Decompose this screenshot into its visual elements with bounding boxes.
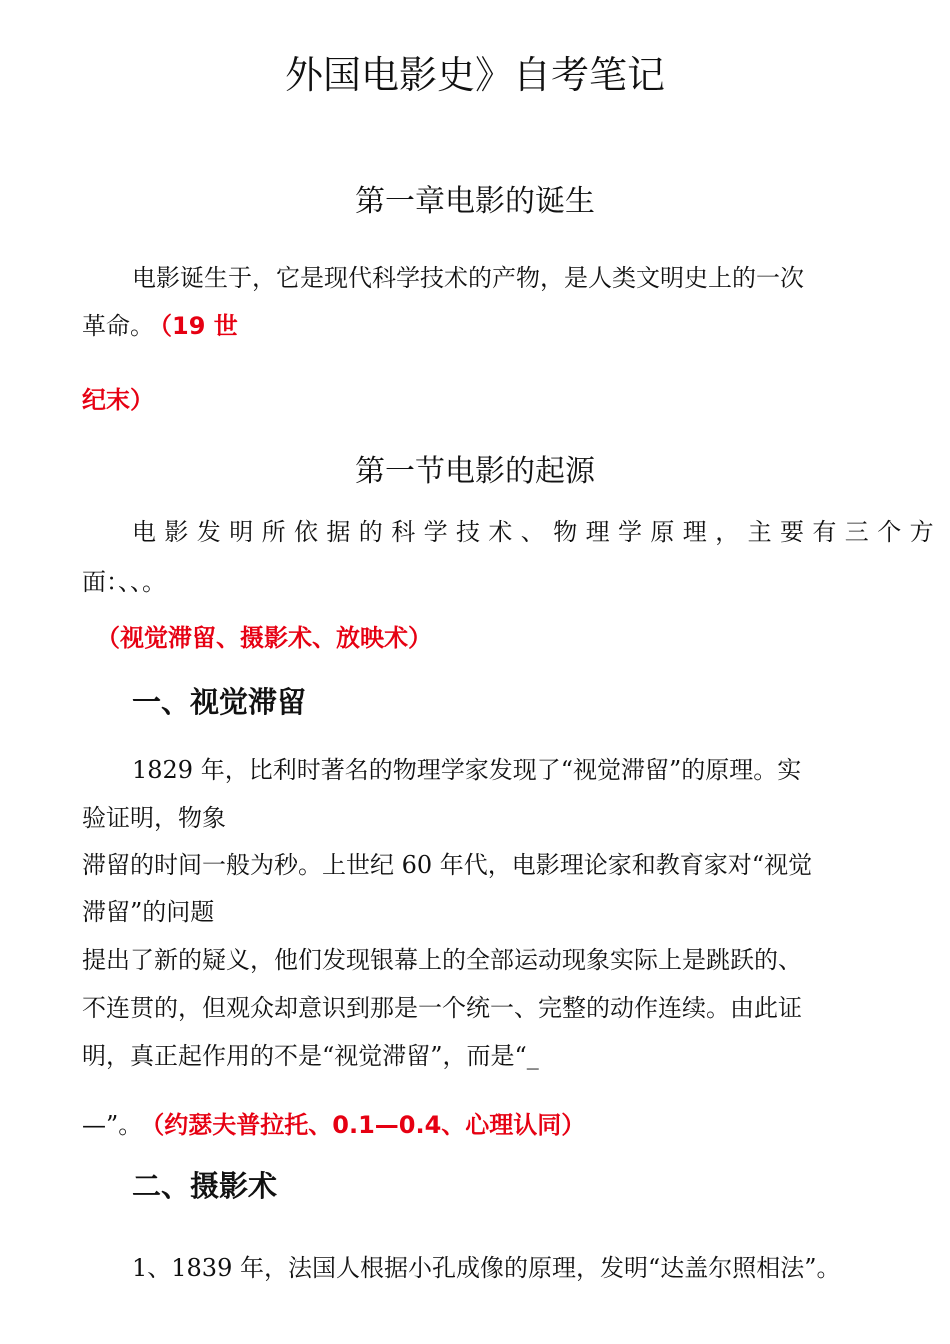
chapter-heading: 第一章电影的诞生 (355, 184, 595, 219)
part1-heading: 一、视觉滞留 (132, 685, 307, 719)
part2-line-1: 1、1839 年，法国人根据小孔成像的原理，发明“达盖尔照相法”。 (132, 1254, 841, 1282)
chapter-paragraph-line-2 (82, 306, 238, 341)
section-heading: 第一节电影的起源 (355, 454, 595, 489)
part1-line-1: 1829 年，比利时著名的物理学家发现了“视觉滞留”的原理。实 (132, 756, 802, 784)
part1-line-5: 提出了新的疑义，他们发现银幕上的全部运动现象实际上是跳跃的、 (82, 946, 802, 974)
document-title: 外国电影史》自考笔记 (284, 53, 665, 97)
answer-highlight-continued: 纪末） (82, 386, 154, 414)
part1-line-3: 滞留的时间一般为秒。上世纪 60 年代，电影理论家和教育家对“视觉 (82, 851, 813, 879)
part1-last-text: —”。 (82, 1111, 143, 1139)
part1-line-8 (82, 1105, 585, 1140)
part2-heading: 二、摄影术 (132, 1169, 278, 1203)
part1-line-6: 不连贯的，但观众却意识到那是一个统一、完整的动作连续。由此证 (82, 994, 802, 1022)
part1-line-4: 滞留”的问题 (82, 898, 215, 926)
part1-answer: （约瑟夫普拉托、0.1—0.4、心理认同） (152, 1111, 586, 1139)
section-paragraph-line-1: 电影发明所依据的科学技术、物理学原理，主要有三个方 (132, 518, 942, 546)
section-paragraph-line-2: 面：、、。 (82, 568, 166, 596)
part1-line-7: 明，真正起作用的不是“视觉滞留”，而是“_ (82, 1042, 539, 1070)
part1-line-2: 验证明，物象 (82, 804, 226, 832)
section-answer: （视觉滞留、摄影术、放映术） (96, 624, 432, 652)
chapter-paragraph-line-1: 电影诞生于，它是现代科学技术的产物，是人类文明史上的一次 (132, 264, 804, 292)
chapter-paragraph-text: 革命。 (82, 312, 154, 340)
answer-highlight: （19 世 (160, 312, 238, 340)
